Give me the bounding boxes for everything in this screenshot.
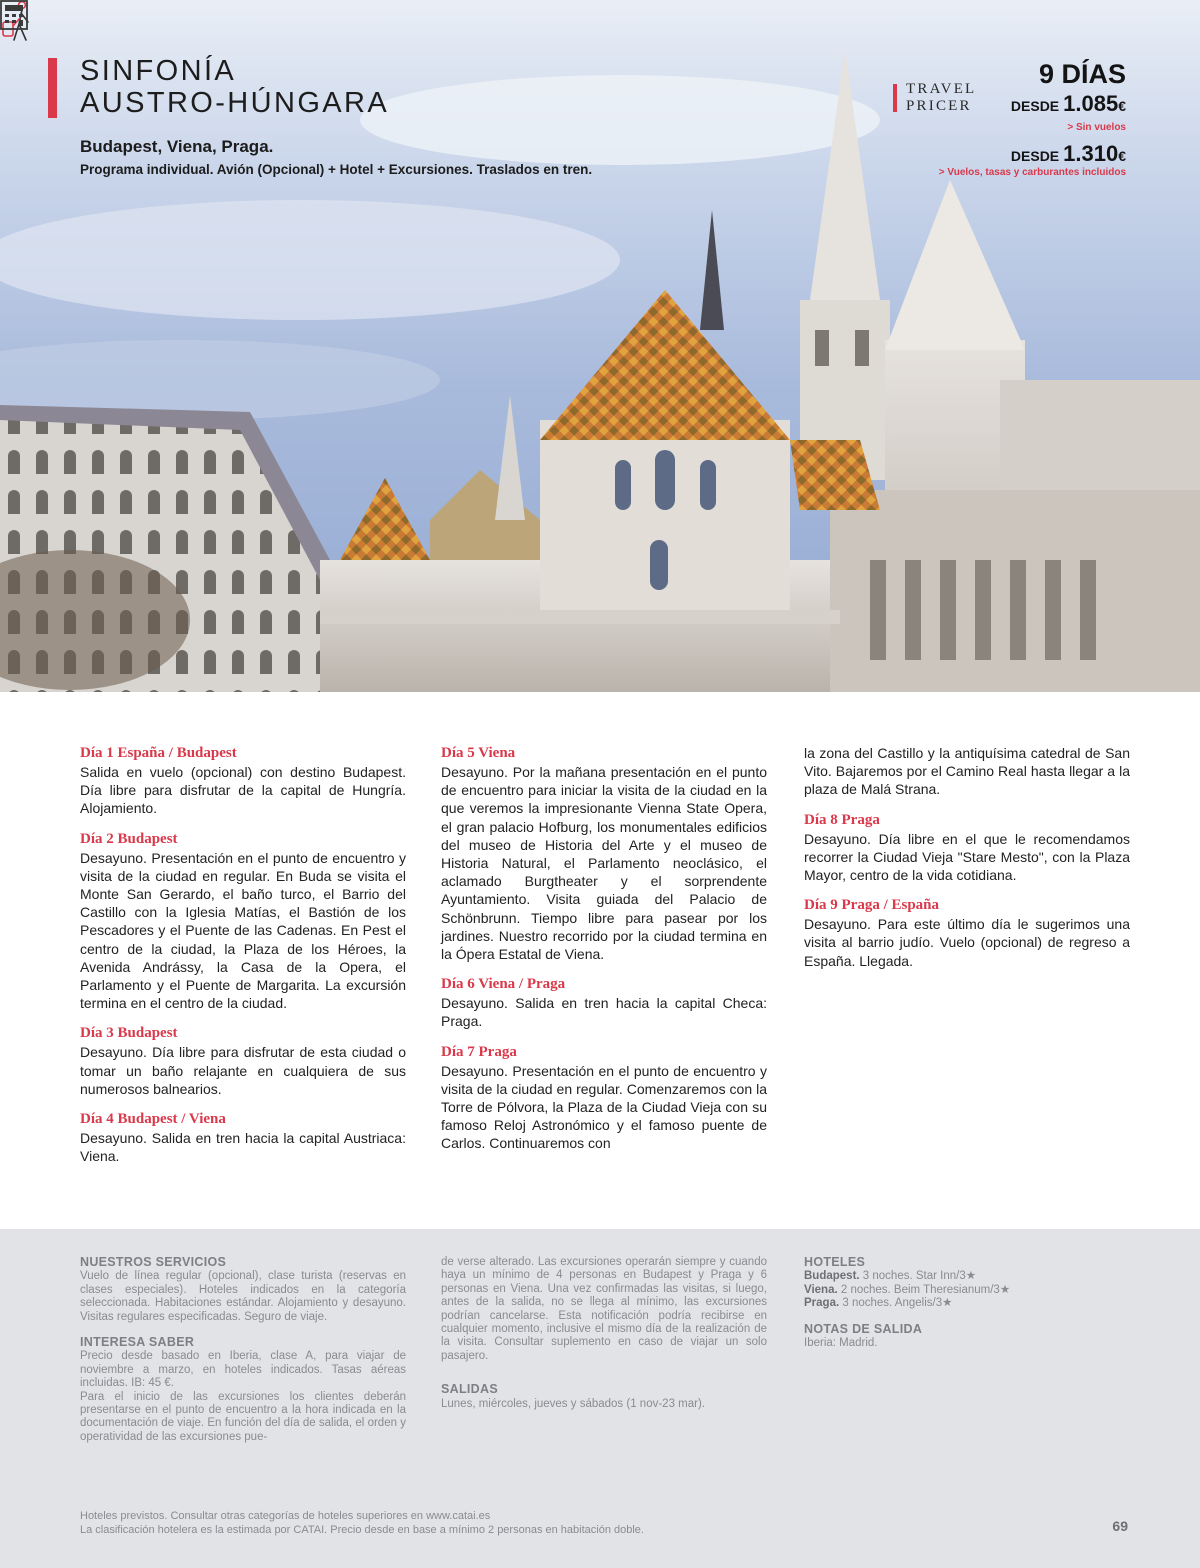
services-heading: NUESTROS SERVICIOS	[80, 1255, 227, 1269]
footnotes	[80, 1509, 644, 1537]
price-currency: €	[1118, 148, 1126, 164]
page-number: 69	[1112, 1518, 1128, 1534]
price-note-with-flights: > Vuelos, tasas y carburantes incluidos	[938, 167, 1126, 178]
day-text: Desayuno. Salida en tren hacia la capital Austriaca: Viena.	[80, 1130, 406, 1165]
good-to-know-text: Precio desde basado en Iberia, clase A, para viajar de noviembre a marzo, en hoteles indicados. Tasas aéreas incluidas. IB: 45 €.	[80, 1350, 406, 1390]
hotel-row	[804, 1270, 1130, 1283]
day-text: Desayuno. Presentación en el punto de encuentro y visita de la ciudad en regular. En Buda se visita el Monte San Gerardo, el baño turco, el Barrio del Castillo con la Iglesia Matías, el Bastión de los Pescadores y el Puente de las Cadenas. En Pest el centro de la ciudad, la Plaza de los Héroes, la Avenida Andrássy, la Casa de la Opera, el Parlamento y el Puente de Margarita. La excursión termina en el centro de la ciudad.	[80, 849, 406, 1012]
calculator-icon	[0, 0, 28, 30]
price-currency: €	[1118, 98, 1126, 114]
day-title: Día 1 España / Budapest	[80, 745, 237, 761]
hotel-city: Praga.	[804, 1297, 840, 1310]
day-text: Desayuno. Para este último día le sugerimos una visita al barrio judío. Vuelo (opcional) de regreso a España. Llegada.	[804, 916, 1130, 969]
good-to-know-text-2: Para el inicio de las excursiones los clientes deberán presentarse en el punto de encuentro a la hora indicada en la documentación de viaje. En función del día de salida, el orden y operatividad de las excursiones pue-	[80, 1390, 406, 1443]
price-amount: 1.310	[1063, 141, 1119, 166]
travel-pricer-logo	[906, 81, 976, 115]
hero-section	[0, 0, 1200, 692]
hotel-row	[804, 1297, 1130, 1310]
itinerary-day	[80, 1024, 406, 1098]
pricer-brand-line-2: PRICER	[906, 98, 972, 114]
hotels-block	[804, 1256, 1130, 1311]
day-title: Día 2 Budapest	[80, 830, 178, 847]
itinerary-day	[804, 811, 1130, 885]
departure-notes-text: Iberia: Madrid.	[804, 1337, 878, 1350]
pricer-brand-line-1: TRAVEL	[906, 81, 977, 97]
itinerary-day	[441, 744, 767, 963]
info-column-2	[441, 1256, 767, 1423]
day-text: Desayuno. Salida en tren hacia la capital Checa: Praga.	[441, 995, 767, 1030]
day-text: Salida en vuelo (opcional) con destino Budapest. Día libre para disfrutar de la capital de Hungría. Alojamiento.	[80, 764, 406, 817]
day-text: la zona del Castillo y la antiquísima catedral de San Vito. Bajaremos por el Camino Real hasta llegar a la plaza de Malá Strana.	[804, 745, 1130, 798]
itinerary-day	[441, 1043, 767, 1153]
day-title: Día 7 Praga	[441, 1043, 517, 1060]
itinerary-column-2	[441, 744, 767, 1165]
departures-block	[441, 1383, 767, 1411]
price-amount: 1.085	[1063, 91, 1119, 116]
price-from-no-flights	[1011, 91, 1126, 117]
good-to-know-block	[80, 1336, 406, 1444]
good-to-know-text-3: de verse alterado. Las excursiones operarán siempre y cuando haya un mínimo de 4 personas en Budapest y Praga y 6 personas en Viena. Una vez confirmadas las visitas, si luego, antes de la salida, no se llega al mínimo, las excursiones podrían cancelarse. Esta notificación podría recibirse en cualquier momento, inclusive el mismo día de la realización de la visita. Consultar suplemento en caso de viajar un solo pasajero.	[441, 1256, 767, 1362]
day-title: Día 9 Praga / España	[804, 897, 940, 914]
day-text: Desayuno. Día libre para disfrutar de esta ciudad o tomar un baño relajante en cualquiera de sus numerosos balnearios.	[80, 1044, 406, 1097]
departures-text: Lunes, miércoles, jueves y sábados (1 nov-23 mar).	[441, 1397, 705, 1410]
day-title: Día 8 Praga	[804, 811, 880, 828]
day-text: Desayuno. Por la mañana presentación en el punto de encuentro para iniciar la visita de la ciudad en la que veremos la impresionante Vienna State Opera, el gran palacio Hofburg, los monumentales edificios del museo de Historia del Arte y el museo de Historia Natural, el Parlamento neoclásico, el aclamado Burgtheater y el sorprendente Ayuntamiento. Visita guiada del Palacio de Schönbrunn. Tiempo libre para pasear por los jardines. Nuestro recorrido por la ciudad termina en la Ópera Estatal de Viena.	[441, 764, 767, 963]
hotels-heading: HOTELES	[804, 1255, 866, 1269]
price-from-with-flights	[1011, 141, 1126, 167]
hotel-row	[804, 1284, 1130, 1297]
info-column-3	[804, 1256, 1130, 1362]
itinerary-day	[804, 896, 1130, 970]
itinerary-column-1	[80, 744, 406, 1177]
info-column-1	[80, 1256, 406, 1456]
itinerary-day	[80, 744, 406, 818]
title-line-2: AUSTRO-HÚNGARA	[80, 87, 390, 119]
good-to-know-heading: INTERESA SABER	[80, 1335, 195, 1350]
price-label: DESDE	[1010, 98, 1060, 114]
departure-notes-heading: NOTAS DE SALIDA	[804, 1321, 923, 1336]
title-accent-bar	[48, 58, 57, 118]
footnote-1: Hoteles previstos. Consultar otras categorías de hoteles superiores en www.catai.es	[80, 1510, 491, 1522]
itinerary-day	[80, 1110, 406, 1165]
program-summary: Programa individual. Avión (Opcional) + Hotel + Excursiones. Traslados en tren.	[80, 162, 593, 177]
itinerary-day-continued	[804, 744, 1130, 799]
footnote-2: La clasificación hotelera es la estimada por CATAI. Precio desde en base a mínimo 2 personas en habitación doble.	[80, 1524, 644, 1536]
price-note-no-flights: > Sin vuelos	[1067, 122, 1126, 133]
itinerary-day	[80, 830, 406, 1013]
day-text: Desayuno. Presentación en el punto de encuentro y visita de la ciudad en regular. Comenzaremos con la Torre de Pólvora, la Plaza de la Ciudad Vieja con su famoso Reloj Astronómico y el famoso puente de Carlos. Continuaremos con	[441, 1062, 767, 1152]
itinerary-day	[441, 975, 767, 1030]
page-title	[80, 55, 389, 119]
destination-cities: Budapest, Viena, Praga.	[80, 137, 274, 156]
itinerary-column-3	[804, 744, 1130, 982]
services-block	[80, 1256, 406, 1324]
departures-heading: SALIDAS	[441, 1382, 498, 1397]
hotel-detail: 3 noches. Angelis/3★	[839, 1297, 953, 1310]
hotel-detail: 3 noches. Star Inn/3★	[859, 1270, 977, 1283]
day-title: Día 5 Viena	[441, 745, 516, 761]
departure-notes-block	[804, 1323, 1130, 1351]
hotel-detail: 2 noches. Beim Theresianum/3★	[837, 1283, 1011, 1296]
hotel-city: Viena.	[804, 1283, 838, 1296]
day-text: Desayuno. Día libre en el que le recomendamos recorrer la Ciudad Vieja "Stare Mesto", con la Plaza Mayor, centro de la vida cotidiana.	[804, 830, 1130, 884]
good-to-know-continued	[441, 1256, 767, 1363]
day-title: Día 4 Budapest / Viena	[80, 1111, 226, 1128]
services-text: Vuelo de línea regular (opcional), clase turista (reservas en clases especiales). Hoteles indicados en la categoría seleccionada. Habitaciones estándar. Alojamiento y desayuno. Visitas regulares especificadas. Seguro de viaje.	[80, 1270, 406, 1323]
day-title: Día 6 Viena / Praga	[441, 976, 566, 993]
trip-duration: 9 DÍAS	[1038, 59, 1126, 89]
pricer-accent-bar	[893, 84, 897, 112]
title-line-1: SINFONÍA	[80, 55, 237, 87]
day-title: Día 3 Budapest	[80, 1025, 178, 1042]
hotel-city: Budapest.	[804, 1270, 860, 1283]
price-label: DESDE	[1010, 148, 1060, 164]
